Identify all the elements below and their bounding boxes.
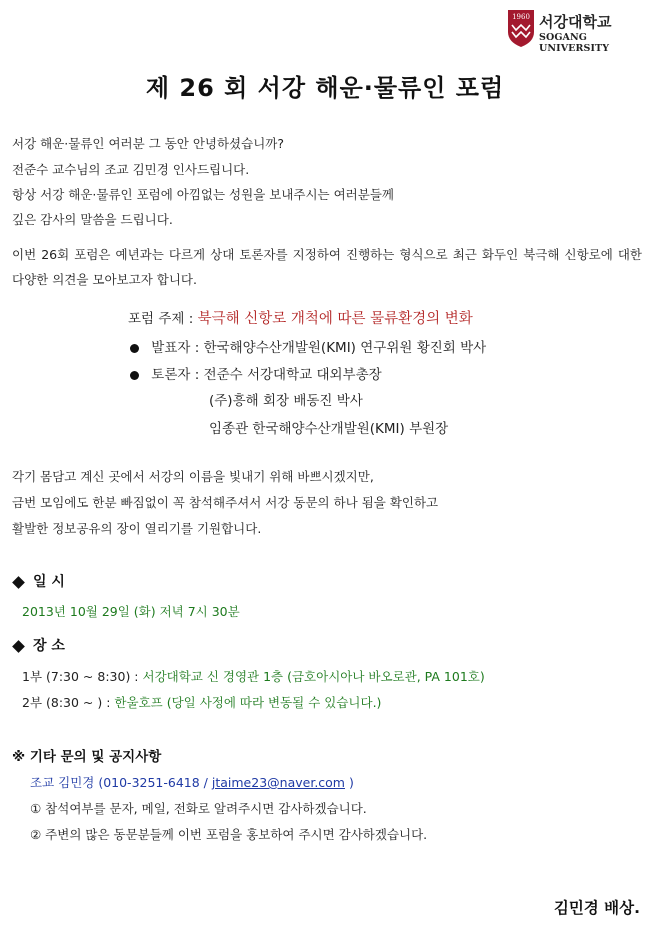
greeting-line-4: 깊은 감사의 말씀을 드립니다. [12,212,173,227]
discussant-2: (주)흥해 회장 배동진 박사 [209,393,363,409]
greeting-line-3: 항상 서강 해운·물류인 포럼에 아낌없는 성원을 보내주시는 여러분들께 [12,187,394,202]
place-item-2-label: 2부 (8:30 ~ ) : [22,695,111,710]
presenter-label: 발표자 : [151,340,200,356]
place-heading: 장 소 [14,635,65,655]
place-item-2 [22,693,381,711]
place-item-1 [22,667,485,685]
forum-topic-value: 북극해 신항로 개척에 따른 물류환경의 변화 [197,311,473,327]
bullet-icon [130,371,139,380]
university-seal-icon [506,8,536,48]
contact-line [30,773,354,791]
place-item-1-label: 1부 (7:30 ~ 8:30) : [22,669,139,684]
university-logo [506,8,646,54]
closing-line-3: 활발한 정보공유의 장이 열리기를 기원합니다. [12,521,262,536]
contact-suffix: ) [345,775,354,790]
contact-heading: ※ 기타 문의 및 공지사항 [12,749,162,765]
forum-presenter [130,336,486,356]
contact-email-link[interactable]: jtaime23@naver.com [211,775,345,790]
intro-paragraph: 이번 26회 포럼은 예년과는 다르게 상대 토론자를 지정하여 진행하는 형식으로 최근 화두인 북극해 신항로에 대한 다양한 의견을 모아보고자 합니다. [12,247,642,287]
discussant-1: 전준수 서강대학교 대외부총장 [203,367,382,383]
place-item-1-value: 서강대학교 신 경영관 1층 (금호아시아나 바오로관, PA 101호) [142,669,485,684]
forum-discussant [130,363,382,383]
contact-prefix: 조교 김민경 (010-3251-6418 / [30,775,212,790]
forum-topic [128,307,473,328]
logo-name-english: SOGANG UNIVERSITY [539,32,610,54]
diamond-bullet-icon [12,640,25,653]
place-item-2-value: 한울호프 (당일 사정에 따라 변동될 수 있습니다.) [114,695,382,710]
diamond-bullet-icon [12,576,25,589]
closing-line-2: 금번 모임에도 한분 빠짐없이 꼭 참석해주셔서 서강 동문의 하나 됨을 확인하고 [12,495,439,510]
bullet-icon [130,344,139,353]
date-value: 2013년 10월 29일 (화) 저녁 7시 30분 [22,604,240,619]
greeting-line-2: 전준수 교수님의 조교 김민경 인사드립니다. [12,162,250,177]
page-title: 제 26 회 서강 해운·물류인 포럼 [145,74,505,102]
greeting-line-1: 서강 해운·물류인 여러분 그 동안 안녕하셨습니까? [12,136,284,151]
presenter-value: 한국해양수산개발원(KMI) 연구위원 황진회 박사 [203,340,487,356]
svg-text:1960: 1960 [512,13,530,21]
logo-name-korean: 서강대학교 [539,13,612,31]
discussant-3: 임종관 한국해양수산개발원(KMI) 부원장 [209,421,449,437]
closing-line-1: 각기 몸담고 계신 곳에서 서강의 이름을 빛내기 위해 바쁘시겠지만, [12,469,374,484]
signature: 김민경 배상. [553,899,640,917]
discussant-label: 토론자 : [151,367,200,383]
notice-1: ① 참석여부를 문자, 메일, 전화로 알려주시면 감사하겠습니다. [30,801,367,816]
notice-2: ② 주변의 많은 동문분들께 이번 포럼을 홍보하여 주시면 감사하겠습니다. [30,827,428,842]
date-heading: 일 시 [14,571,65,591]
forum-topic-label: 포럼 주제 : [128,311,194,327]
